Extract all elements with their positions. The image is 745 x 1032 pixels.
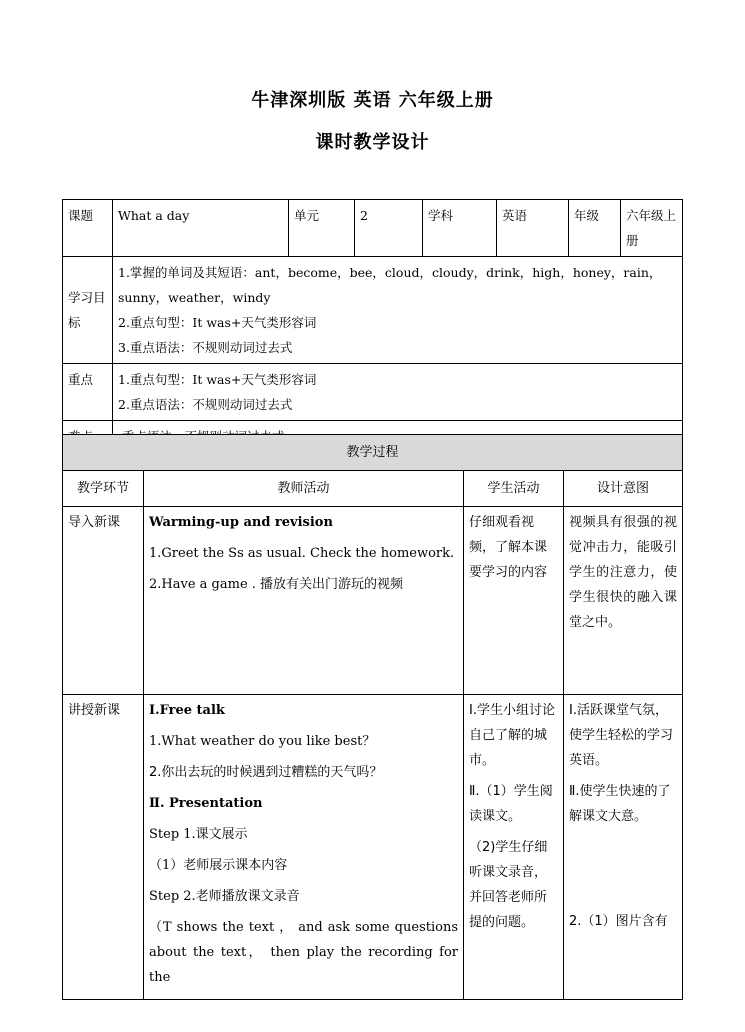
intent-line: Ⅱ.使学生快速的了解课文大意。 bbox=[569, 784, 671, 824]
goal-line: 1.掌握的单词及其短语：ant，become，bee，cloud，cloudy，drink，high，honey，rain，sunny，weather，windy bbox=[118, 265, 662, 305]
intent-new bbox=[564, 695, 683, 1000]
student-line: Ⅱ.（1）学生阅读课文。 bbox=[469, 784, 553, 824]
unit-label: 单元 bbox=[289, 200, 355, 257]
stage-new: 讲授新课 bbox=[63, 695, 144, 1000]
teacher-line: 1.What weather do you like best？ bbox=[149, 734, 376, 749]
col-stage: 教学环节 bbox=[63, 471, 144, 507]
teacher-line: Step 2.老师播放课文录音 bbox=[149, 889, 300, 904]
teacher-line: （1）老师展示课本内容 bbox=[149, 858, 288, 873]
goals-content bbox=[113, 257, 683, 364]
topic-label: 课题 bbox=[63, 200, 113, 257]
teacher-line: 1.Greet the Ss as usual. Check the homework. bbox=[149, 546, 455, 561]
unit-value: 2 bbox=[355, 200, 423, 257]
student-activity-intro: 仔细观看视频，了解本课要学习的内容 bbox=[464, 507, 564, 695]
col-teacher: 教师活动 bbox=[144, 471, 464, 507]
intent-line: 2.（1）图片含有 bbox=[569, 914, 668, 929]
goal-line: 2.重点句型：It was+天气类形容词 bbox=[118, 315, 317, 330]
teacher-activity-new bbox=[144, 695, 464, 1000]
grade-value: 六年级上册 bbox=[621, 200, 683, 257]
subject-label: 学科 bbox=[423, 200, 497, 257]
student-activity-new bbox=[464, 695, 564, 1000]
student-line: Ⅰ.学生小组讨论自己了解的城市。 bbox=[469, 703, 555, 768]
student-line: （2)学生仔细听课文录音，并回答老师所提的问题。 bbox=[469, 840, 548, 930]
teacher-heading: Warming-up and revision bbox=[149, 515, 333, 530]
key-label: 重点 bbox=[63, 364, 113, 421]
key-content bbox=[113, 364, 683, 421]
process-header: 教学过程 bbox=[63, 435, 683, 471]
key-line: 2.重点语法：不规则动词过去式 bbox=[118, 397, 293, 412]
col-student: 学生活动 bbox=[464, 471, 564, 507]
stage-intro: 导入新课 bbox=[63, 507, 144, 695]
teacher-line: 2.Have a game . 播放有关出门游玩的视频 bbox=[149, 577, 404, 592]
teaching-process-table bbox=[62, 434, 683, 1000]
goal-line: 3.重点语法：不规则动词过去式 bbox=[118, 340, 293, 355]
subject-value: 英语 bbox=[497, 200, 569, 257]
teacher-line: 2.你出去玩的时候遇到过糟糕的天气吗？ bbox=[149, 765, 383, 780]
key-line: 1.重点句型：It was+天气类形容词 bbox=[118, 372, 317, 387]
teacher-activity-intro bbox=[144, 507, 464, 695]
teacher-heading: Ⅰ.Free talk bbox=[149, 703, 225, 718]
topic-value: What a day bbox=[113, 200, 289, 257]
teacher-line: Step 1.课文展示 bbox=[149, 827, 248, 842]
goals-label: 学习目标 bbox=[63, 257, 113, 364]
col-intent: 设计意图 bbox=[564, 471, 683, 507]
intent-line: Ⅰ.活跃课堂气氛，使学生轻松的学习英语。 bbox=[569, 703, 674, 768]
document-subtitle: 课时教学设计 bbox=[315, 132, 430, 153]
intent-intro: 视频具有很强的视觉冲击力，能吸引学生的注意力，使学生很快的融入课堂之中。 bbox=[564, 507, 683, 695]
teacher-heading: Ⅱ. Presentation bbox=[149, 796, 263, 811]
grade-label: 年级 bbox=[569, 200, 621, 257]
teacher-line: （T shows the text ， and ask some questions about the text， then play the recording for the bbox=[149, 920, 458, 985]
lesson-info-table bbox=[62, 199, 683, 453]
document-title: 牛津深圳版 英语 六年级上册 bbox=[251, 90, 494, 111]
